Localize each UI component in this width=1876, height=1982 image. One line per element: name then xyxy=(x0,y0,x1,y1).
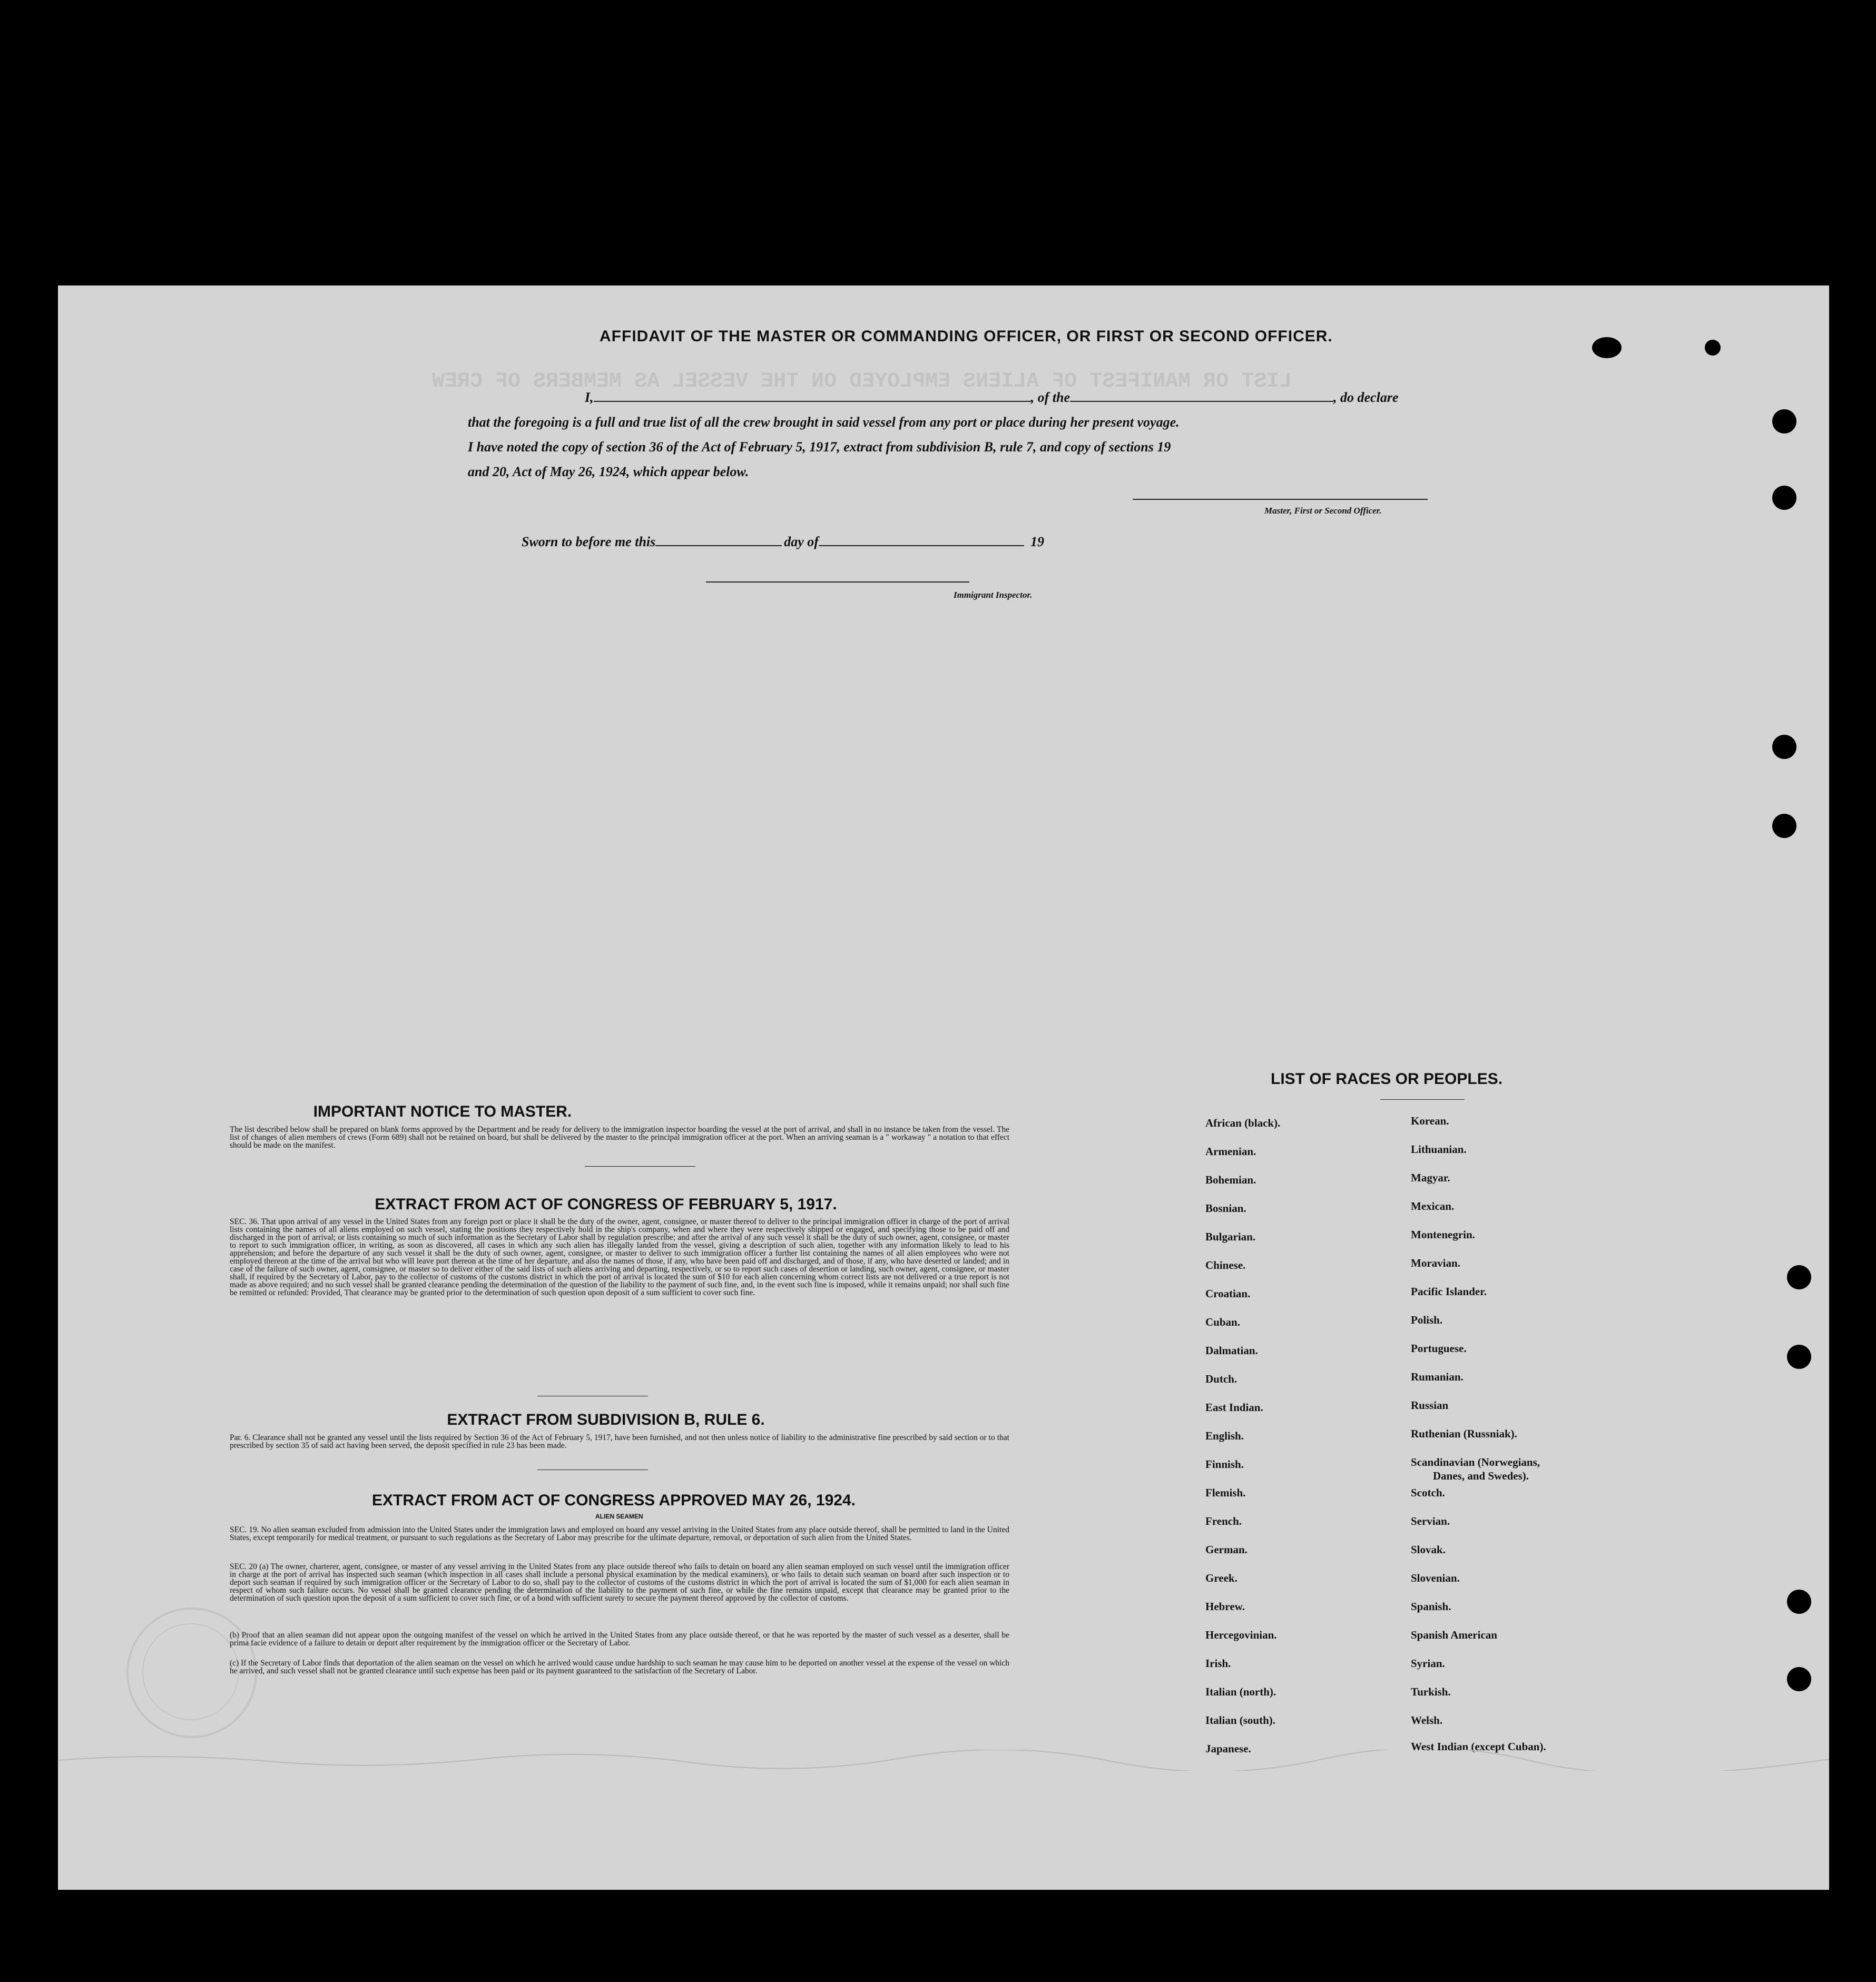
race-item: Scotch. xyxy=(1411,1486,1445,1499)
sworn-label: Sworn to before me this xyxy=(522,534,656,549)
race-item: Hebrew. xyxy=(1205,1600,1245,1613)
race-item: Japanese. xyxy=(1205,1742,1251,1755)
race-item: Spanish American xyxy=(1411,1629,1497,1641)
race-item: Servian. xyxy=(1411,1515,1450,1527)
affidavit-line-1 xyxy=(585,390,1398,406)
race-item: East Indian. xyxy=(1205,1401,1263,1414)
sworn-month-blank[interactable] xyxy=(819,545,1024,546)
sworn-day-of-label: day of xyxy=(784,534,819,549)
binder-hole xyxy=(1772,486,1796,510)
race-item: Russian xyxy=(1411,1399,1449,1412)
races-divider xyxy=(1380,1099,1465,1100)
manifest-page xyxy=(58,285,1829,1890)
inspector-signature-label: Immigrant Inspector. xyxy=(954,590,1033,600)
affidavit-line-4: and 20, Act of May 26, 1924, which appear below. xyxy=(468,464,749,479)
binder-hole xyxy=(1772,814,1796,838)
race-item: Portuguese. xyxy=(1411,1342,1467,1355)
race-item: Korean. xyxy=(1411,1115,1449,1127)
race-item: Spanish. xyxy=(1411,1600,1451,1613)
binder-hole xyxy=(1787,1590,1811,1614)
race-item: Mexican. xyxy=(1411,1200,1455,1212)
affidavit-i-label: I, xyxy=(585,390,594,405)
race-item: Syrian. xyxy=(1411,1657,1445,1670)
affidavit-line-3: I have noted the copy of section 36 of the Act of February 5, 1917, extract from subdivision B, rule 7, and copy of sections 19 xyxy=(468,439,1171,455)
extract-1924-sec20b: (b) Proof that an alien seaman did not appear upon the outgoing manifest of the vessel on which he arrived in the United States from any place outside thereof, or that he was reported by the master of such vessel as a deserter, shall be prima facie evidence of a failure to detain or deport after requirement by the immigration officer or the Secretary of Labor. xyxy=(230,1631,1009,1648)
race-item: Slovak. xyxy=(1411,1543,1446,1556)
ink-blot xyxy=(1705,340,1721,356)
race-item: Greek. xyxy=(1205,1572,1237,1584)
paper-fold-line xyxy=(58,1750,1829,1771)
sworn-line xyxy=(522,534,1044,550)
notice-divider xyxy=(585,1166,695,1167)
binder-hole xyxy=(1772,735,1796,759)
binder-hole xyxy=(1787,1345,1811,1369)
race-item: German. xyxy=(1205,1543,1248,1556)
binder-hole xyxy=(1787,1265,1811,1289)
inspector-signature-line[interactable] xyxy=(706,581,969,583)
race-item: Scandinavian (Norwegians, xyxy=(1411,1456,1540,1468)
race-item: Bosnian. xyxy=(1205,1202,1246,1215)
master-name-blank[interactable] xyxy=(594,401,1031,402)
race-item-continuation: Danes, and Swedes). xyxy=(1433,1470,1529,1482)
race-item: Turkish. xyxy=(1411,1685,1451,1698)
race-item: Armenian. xyxy=(1205,1145,1256,1158)
extract-1917-title: EXTRACT FROM ACT OF CONGRESS OF FEBRUARY 5, 1917. xyxy=(375,1196,837,1213)
binder-hole xyxy=(1787,1667,1811,1691)
race-item: Italian (north). xyxy=(1205,1685,1276,1698)
extract-1924-title: EXTRACT FROM ACT OF CONGRESS APPROVED MAY 26, 1924. xyxy=(372,1492,856,1509)
alien-seamen-subtitle: ALIEN SEAMEN xyxy=(595,1513,643,1520)
race-item: Polish. xyxy=(1411,1314,1443,1326)
extract-1924-sec20c: (c) If the Secretary of Labor finds that deportation of the alien seaman on the vessel on which he arrived would cause undue hardship to such seaman he may cause him to be deported on another vessel at the expense of the vessel on which he arrived, and such vessel shall not be granted clearance until such expense has been paid or its payment guaranteed to the satisfaction of the Secretary of Labor. xyxy=(230,1659,1009,1675)
race-item: Hercegovinian. xyxy=(1205,1629,1277,1641)
race-item: Magyar. xyxy=(1411,1171,1450,1184)
races-title: LIST OF RACES OR PEOPLES. xyxy=(1271,1070,1503,1088)
extract-1917-body: SEC. 36. That upon arrival of any vessel in the United States from any foreign port or place it shall be the duty of the owner, agent, consignee, or master thereof to deliver to the principal immigration officer in charge of the port of arrival lists containing the names of all aliens employed on such vessel, stating the positions they respectively hold in the ship's company, when and where they were respectively shipped or engaged, and specifying those to be paid off and discharged in the port of arrival; or lists containing so much of such information as the Secretary of Labor shall by regulation prescribe; and after the arrival of any such vessel it shall be the duty of such owner, agent, consignee, or master to report to such immigration officer, in writing, as soon as discovered, all cases in which any such alien has illegally landed from the vessel, giving a description of such alien, together with any information likely to lead to his apprehension; and before the departure of any such vessel it shall be the duty of such owner, agent, consignee, or master to deliver to such immigration officer a further list containing the names of all alien employees who were not employed thereon at the time of the arrival but who will leave port thereon at the time of her departure, and also the names of those, if any, who have been paid off and discharged, and of those, if any, who have deserted or landed; and in case of the failure of such owner, agent, consignee, or master so to deliver either of the said lists of such aliens arriving and departing, respectively, or so to report such cases of desertion or landing, such owner, agent, consignee, or master shall, if required by the Secretary of Labor, pay to the collector of customs of the customs district in which the port of arrival is located the sum of $10 for each alien concerning whom correct lists are not delivered or a true report is not made as above required; and no such vessel shall be granted clearance pending the determination of the question of the liability to the payment of such fine, and, in the event such fine is imposed, while it remains unpaid; nor shall such fine be remitted or refunded: Provided, That clearance may be granted prior to the determination of such question upon deposit of a sum sufficient to cover such fine. xyxy=(230,1217,1009,1297)
faded-seal-inner xyxy=(142,1623,239,1720)
race-item: French. xyxy=(1205,1515,1242,1527)
ghost-bleedthrough-heading: LIST OR MANIFEST OF ALIENS EMPLOYED ON THE VESSEL AS MEMBERS OF CREW xyxy=(432,370,1292,393)
race-item: Dutch. xyxy=(1205,1373,1237,1385)
vessel-name-blank[interactable] xyxy=(1070,401,1333,402)
race-item: Welsh. xyxy=(1411,1714,1443,1727)
race-item: Italian (south). xyxy=(1205,1714,1276,1727)
race-item: Dalmatian. xyxy=(1205,1344,1258,1357)
race-item: Finnish. xyxy=(1205,1458,1244,1471)
race-item: Bulgarian. xyxy=(1205,1230,1256,1243)
race-item: Rumanian. xyxy=(1411,1370,1464,1383)
notice-body: The list described below shall be prepared on blank forms approved by the Department and be ready for delivery to the immigration inspector boarding the vessel at the port of arrival, and shall in no instance be taken from the vessel. The list of changes of alien members of crews (Form 689) shall not be retained on board, but shall be delivered by the master to the principal immigration officer at the port. When an arriving seaman is a " workaway " a notation to that effect should be made on the manifest. xyxy=(230,1125,1009,1150)
sworn-year-label: 19 xyxy=(1030,534,1044,549)
race-item: West Indian (except Cuban). xyxy=(1411,1740,1546,1753)
race-item: Montenegrin. xyxy=(1411,1228,1475,1241)
extract-1924-sec19: SEC. 19. No alien seaman excluded from admission into the United States under the immigration laws and employed on board any vessel arriving in the United States from any place outside thereof, shall be permitted to land in the United States, except temporarily for medical treatment, or pursuant to such regulations as the Secretary of Labor may prescribe for the ultimate departure, removal, or deportation of such alien from the United States. xyxy=(230,1525,1009,1542)
extract-1924-sec20a: SEC. 20 (a) The owner, charterer, agent, consignee, or master of any vessel arriving in the United States from any place outside thereof who fails to detain on board any alien seaman employed on such vessel until the immigration officer in charge at the port of arrival has inspected such seaman (which inspection in all cases shall include a personal physical examination by the medical examiners), or who fails to detain such seaman on board after such inspection or to deport such seaman if required by such immigration officer or the Secretary of Labor to do so, shall pay to the collector of customs of the customs district in which the port of arrival is located the sum of $1,000 for each alien seaman in respect of whom such failure occurs. No vessel shall be granted clearance pending the determination of the liability to the payment of such fine, or while the fine remains unpaid, except that clearance may be granted prior to the determination of such question upon the deposit of a sum sufficient to cover such fine, or of a bond with sufficient surety to secure the payment thereof approved by the collector of customs. xyxy=(230,1562,1009,1603)
subdivision-body: Par. 6. Clearance shall not be granted any vessel until the lists required by Section 36 of the Act of February 5, 1917, have been furnished, and not then unless notice of liability to the administrative fine prescribed by said section or to that prescribed by section 35 of said act having been served, the deposit specified in rule 23 has been made. xyxy=(230,1433,1009,1450)
race-item: Lithuanian. xyxy=(1411,1143,1467,1156)
sworn-day-blank[interactable] xyxy=(655,545,782,546)
affidavit-declare-label: , do declare xyxy=(1333,390,1399,405)
affidavit-title: AFFIDAVIT OF THE MASTER OR COMMANDING OFFICER, OR FIRST OR SECOND OFFICER. xyxy=(600,328,1333,345)
affidavit-line-2: that the foregoing is a full and true list of all the crew brought in said vessel from any port or place during her present voyage. xyxy=(468,415,1180,430)
ink-blot xyxy=(1592,337,1622,358)
race-item: Flemish. xyxy=(1205,1486,1246,1499)
race-item: English. xyxy=(1205,1429,1244,1442)
race-item: Bohemian. xyxy=(1205,1174,1256,1186)
affidavit-of-the-label: , of the xyxy=(1030,390,1070,405)
race-item: Irish. xyxy=(1205,1657,1231,1670)
race-item: African (black). xyxy=(1205,1117,1281,1129)
race-item: Cuban. xyxy=(1205,1316,1240,1328)
race-item: Pacific Islander. xyxy=(1411,1285,1487,1298)
race-item: Moravian. xyxy=(1411,1257,1460,1269)
binder-hole xyxy=(1772,409,1796,433)
notice-title: IMPORTANT NOTICE TO MASTER. xyxy=(313,1103,572,1120)
subdivision-title: EXTRACT FROM SUBDIVISION B, RULE 6. xyxy=(447,1411,765,1428)
race-item: Ruthenian (Russniak). xyxy=(1411,1427,1517,1440)
race-item: Slovenian. xyxy=(1411,1572,1460,1584)
master-signature-line[interactable] xyxy=(1133,499,1428,500)
race-item: Croatian. xyxy=(1205,1287,1251,1300)
master-signature-label: Master, First or Second Officer. xyxy=(1264,506,1382,516)
race-item: Chinese. xyxy=(1205,1259,1246,1271)
